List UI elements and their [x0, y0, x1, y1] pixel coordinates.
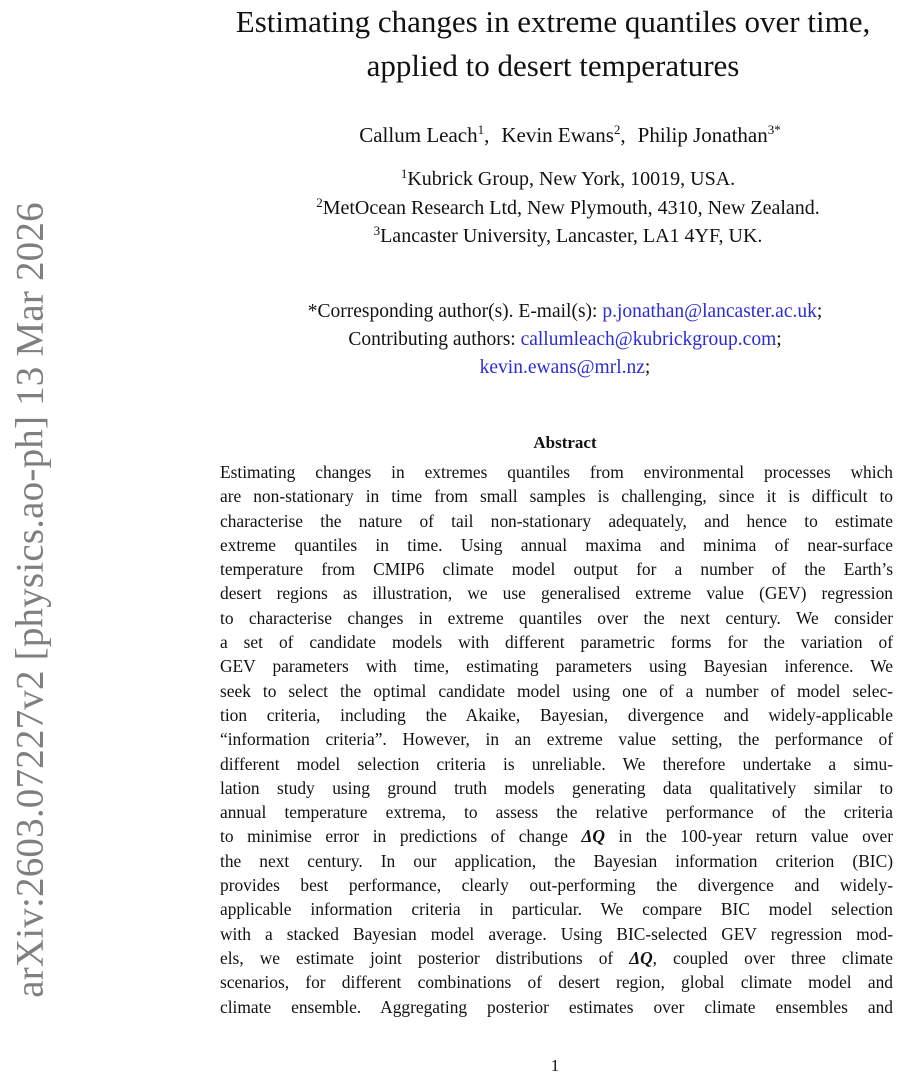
- abstract-line: tion criteria, including the Akaike, Bayesian, divergence and widely-applicable: [220, 704, 893, 725]
- abstract-line: applicable information criteria in particular. We compare BIC model selection: [220, 899, 893, 920]
- corresponding-author-line: [220, 298, 910, 326]
- abstract-line: different model selection criteria is unreliable. We therefore undertake a simu-: [220, 753, 893, 774]
- abstract-line: lation study using ground truth models generating data qualitatively similar to: [220, 777, 893, 798]
- affiliation: [220, 222, 916, 251]
- text-segment: els, we estimate joint posterior distributions of: [220, 947, 630, 968]
- affiliation-mark: 2: [316, 194, 323, 210]
- abstract-line: annual temperature extrema, to assess the relative performance of the criteria: [220, 802, 893, 823]
- affiliation-text: Kubrick Group, New York, 10019, USA.: [407, 168, 736, 190]
- abstract-line: “information criteria”. However, in an extreme value setting, the performance of: [220, 729, 893, 750]
- title-line-1: Estimating changes in extreme quantiles over time,: [235, 4, 871, 39]
- math-delta-q: ΔQ: [629, 947, 653, 968]
- text-segment: to minimise error in predictions of change: [220, 826, 582, 847]
- abstract-line: characterise the nature of tail non-stationary adequately, and hence to estimate: [220, 510, 893, 531]
- corresponding-email-link[interactable]: p.jonathan@lancaster.ac.uk: [602, 301, 817, 322]
- contributing-email-link[interactable]: kevin.ewans@mrl.nz: [479, 357, 645, 378]
- abstract-line: Estimating changes in extremes quantiles from environmental processes which: [220, 462, 893, 482]
- contributing-authors-line: [220, 326, 910, 354]
- abstract-line: with a stacked Bayesian model average. Using BIC-selected GEV regression mod-: [220, 923, 893, 944]
- page-number: 1: [550, 1056, 560, 1075]
- affiliation: [220, 165, 916, 194]
- text-segment: in the 100-year return value over: [604, 826, 893, 847]
- abstract-line: climate ensemble. Aggregating posterior estimates over climate ensembles and: [220, 996, 893, 1017]
- arxiv-identifier-text: arXiv:2603.07227v2 [physics.ao-ph] 13 Mar 2026: [8, 202, 52, 998]
- abstract-line: are non-stationary in time from small samples is challenging, since it is difficult to: [220, 486, 893, 507]
- abstract-line: provides best performance, clearly out-performing the divergence and widely-: [220, 875, 893, 896]
- abstract-line: the next century. In our application, the Bayesian information criterion (BIC): [220, 850, 893, 871]
- contributing-authors-line-2: [220, 354, 910, 382]
- separator: ;: [644, 357, 651, 378]
- separator: ;: [776, 329, 782, 350]
- abstract-heading: Abstract: [533, 433, 597, 452]
- paper-title: [190, 0, 916, 88]
- author-name: Callum Leach: [359, 123, 478, 147]
- math-delta-q: ΔQ: [581, 826, 605, 847]
- author-affiliation-mark: 3*: [767, 122, 781, 137]
- affiliation-text: MetOcean Research Ltd, New Plymouth, 4310, New Zealand.: [322, 196, 820, 219]
- contact-info: [220, 298, 910, 382]
- text-segment: , coupled over three climate: [652, 947, 893, 968]
- corresponding-label: *Corresponding author(s). E-mail(s):: [307, 301, 598, 322]
- title-line-2: applied to desert temperatures: [366, 48, 740, 83]
- arxiv-identifier-stamp: [0, 0, 60, 1076]
- contributing-email-link[interactable]: callumleach@kubrickgroup.com: [520, 329, 777, 350]
- affiliation-text: Lancaster University, Lancaster, LA1 4YF, UK.: [380, 225, 763, 247]
- abstract-body: [220, 460, 893, 1019]
- abstract-line: seek to select the optimal candidate model using one of a number of model selec-: [220, 680, 893, 701]
- affiliation-list: [220, 165, 916, 251]
- separator: ;: [816, 301, 823, 322]
- author-affiliation-mark: 1: [477, 122, 485, 137]
- abstract-line-with-math: [220, 824, 893, 848]
- abstract-line: temperature from CMIP6 climate model output for a number of the Earth’s: [220, 559, 893, 580]
- author-name: Kevin Ewans: [501, 123, 614, 147]
- author-list: Callum Leach$^1$, Kevin Ewans$^2$, Philip Jonathan$^{3*}$: [359, 122, 781, 147]
- abstract-line-with-math: [220, 946, 893, 970]
- abstract-line: extreme quantiles in time. Using annual maxima and minima of near-surface: [220, 534, 893, 555]
- abstract-line: scenarios, for different combinations of desert region, global climate model and: [220, 972, 893, 993]
- abstract-line: desert regions as illustration, we use generalised extreme value (GEV) regression: [220, 583, 893, 604]
- affiliation: [220, 194, 916, 223]
- author-affiliation-mark: 2: [613, 122, 621, 137]
- affiliation-mark: 3: [373, 223, 381, 238]
- abstract-line: a set of candidate models with different parametric forms for the variation of: [220, 632, 893, 653]
- contributing-label: Contributing authors:: [348, 329, 516, 350]
- affiliation-mark: 1: [400, 166, 408, 181]
- author-name: Philip Jonathan: [637, 123, 768, 147]
- abstract-line: to characterise changes in extreme quantiles over the next century. We consider: [220, 607, 893, 628]
- abstract-line: GEV parameters with time, estimating parameters using Bayesian inference. We: [220, 656, 893, 677]
